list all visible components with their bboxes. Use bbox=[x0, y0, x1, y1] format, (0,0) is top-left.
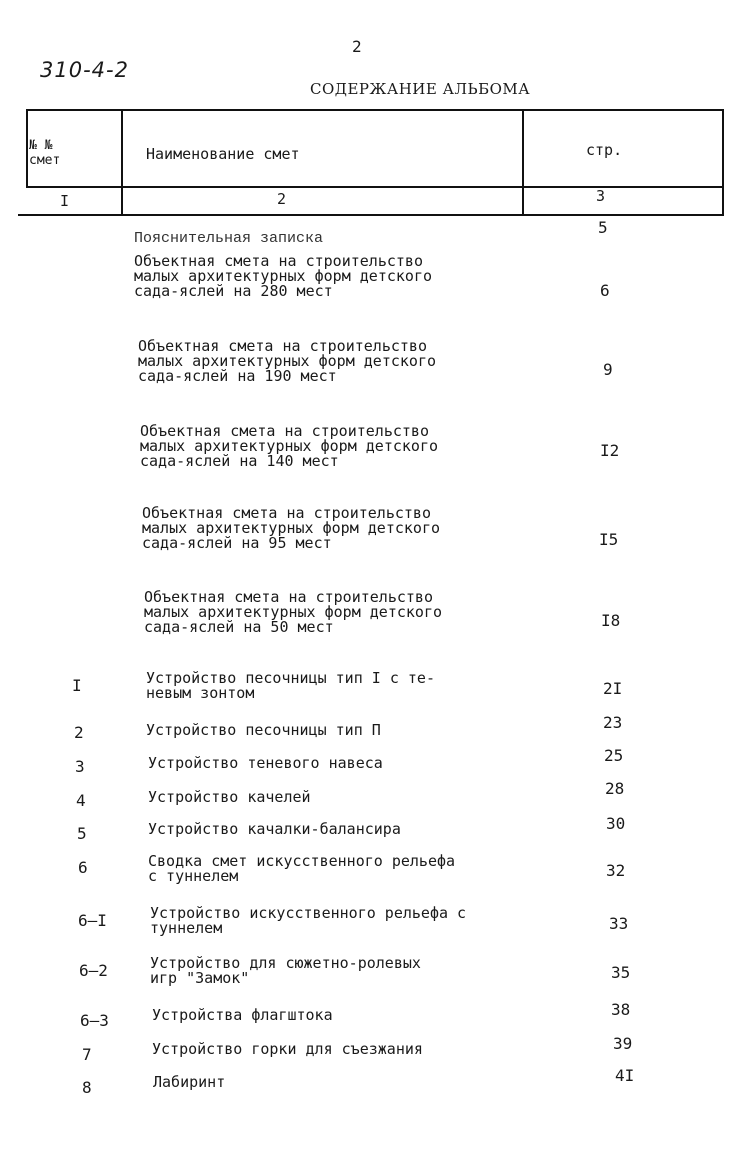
entry-description: Объектная смета на строительство малых архитектурных форм детского сада-яслей на 50 мест bbox=[144, 588, 443, 636]
entry-description: Лабиринт bbox=[153, 1073, 226, 1091]
entry-page: 38 bbox=[611, 1000, 631, 1019]
table-right-border bbox=[722, 109, 724, 216]
table-top-border bbox=[26, 109, 724, 111]
entry-page: 2I bbox=[603, 679, 623, 698]
entry-page: 30 bbox=[606, 814, 626, 833]
entry-description: Устройство искусственного рельефа с туннелем bbox=[150, 904, 467, 937]
entry-description: Устройство горки для съезжания bbox=[152, 1040, 423, 1058]
entry-number: 6 bbox=[78, 858, 88, 877]
entry-page: 32 bbox=[606, 861, 626, 880]
entry-description: Устройство песочницы тип I с те- невым зонтом bbox=[146, 669, 435, 702]
table-divider bbox=[26, 186, 724, 188]
entry-description: Устройство песочницы тип П bbox=[146, 721, 381, 739]
entry-page: 4I bbox=[615, 1066, 635, 1085]
entry-number: I bbox=[72, 676, 82, 695]
entry-number: 7 bbox=[82, 1045, 92, 1064]
table-bottom-border bbox=[18, 214, 724, 216]
entry-number: 4 bbox=[76, 791, 86, 810]
entry-number: 6–2 bbox=[79, 961, 108, 980]
entry-description: Объектная смета на строительство малых архитектурных форм детского сада-яслей на 95 мест bbox=[142, 504, 441, 552]
entry-page: I8 bbox=[601, 611, 621, 630]
entry-description: Устройство теневого навеса bbox=[148, 754, 383, 772]
header-estimate-name: Наименование смет bbox=[146, 145, 300, 163]
entry-page: 9 bbox=[603, 360, 613, 379]
entry-description: Объектная смета на строительство малых архитектурных форм детского сада-яслей на 280 мест bbox=[134, 252, 433, 300]
page-title: СОДЕРЖАНИЕ АЛЬБОМА bbox=[310, 80, 531, 98]
header-index-2: 2 bbox=[277, 190, 287, 208]
header-index-3: 3 bbox=[596, 187, 606, 205]
entry-number: 5 bbox=[77, 824, 87, 843]
entry-number: 8 bbox=[82, 1078, 92, 1097]
table-col-divider-1 bbox=[121, 109, 123, 216]
entry-description: Объектная смета на строительство малых архитектурных форм детского сада-яслей на 190 мест bbox=[138, 337, 437, 385]
entry-page: 25 bbox=[604, 746, 624, 765]
table-left-border bbox=[26, 109, 28, 188]
header-index-1: I bbox=[60, 192, 70, 210]
page-number: 2 bbox=[352, 37, 362, 56]
header-estimate-number: № № смет bbox=[29, 138, 61, 168]
entry-page: 33 bbox=[609, 914, 629, 933]
entry-number: 6–I bbox=[78, 911, 107, 930]
entry-page: I5 bbox=[599, 530, 619, 549]
entry-page: 6 bbox=[600, 281, 610, 300]
header-page: стр. bbox=[586, 141, 623, 159]
entry-page: 5 bbox=[598, 218, 608, 237]
entry-page: 28 bbox=[605, 779, 625, 798]
entry-page: 23 bbox=[603, 713, 623, 732]
entry-description: Сводка смет искусственного рельефа с туннелем bbox=[148, 852, 456, 885]
entry-description: Объектная смета на строительство малых архитектурных форм детского сада-яслей на 140 мест bbox=[140, 422, 439, 470]
entry-description: Устройство качелей bbox=[148, 788, 311, 806]
entry-number: 2 bbox=[74, 723, 84, 742]
entry-description: Устройство качалки-балансира bbox=[148, 820, 401, 838]
entry-page: 39 bbox=[613, 1034, 633, 1053]
entry-description: Устройство для сюжетно-ролевых игр "Замок" bbox=[150, 954, 421, 987]
entry-page: 35 bbox=[611, 963, 631, 982]
entry-description: Пояснительная записка bbox=[134, 230, 324, 247]
table-col-divider-2 bbox=[522, 109, 524, 216]
entry-number: 6–3 bbox=[80, 1011, 109, 1030]
entry-page: I2 bbox=[600, 441, 620, 460]
document-code: 310-4-2 bbox=[40, 58, 129, 82]
entry-number: 3 bbox=[75, 757, 85, 776]
entry-description: Устройства флагштока bbox=[152, 1006, 333, 1024]
